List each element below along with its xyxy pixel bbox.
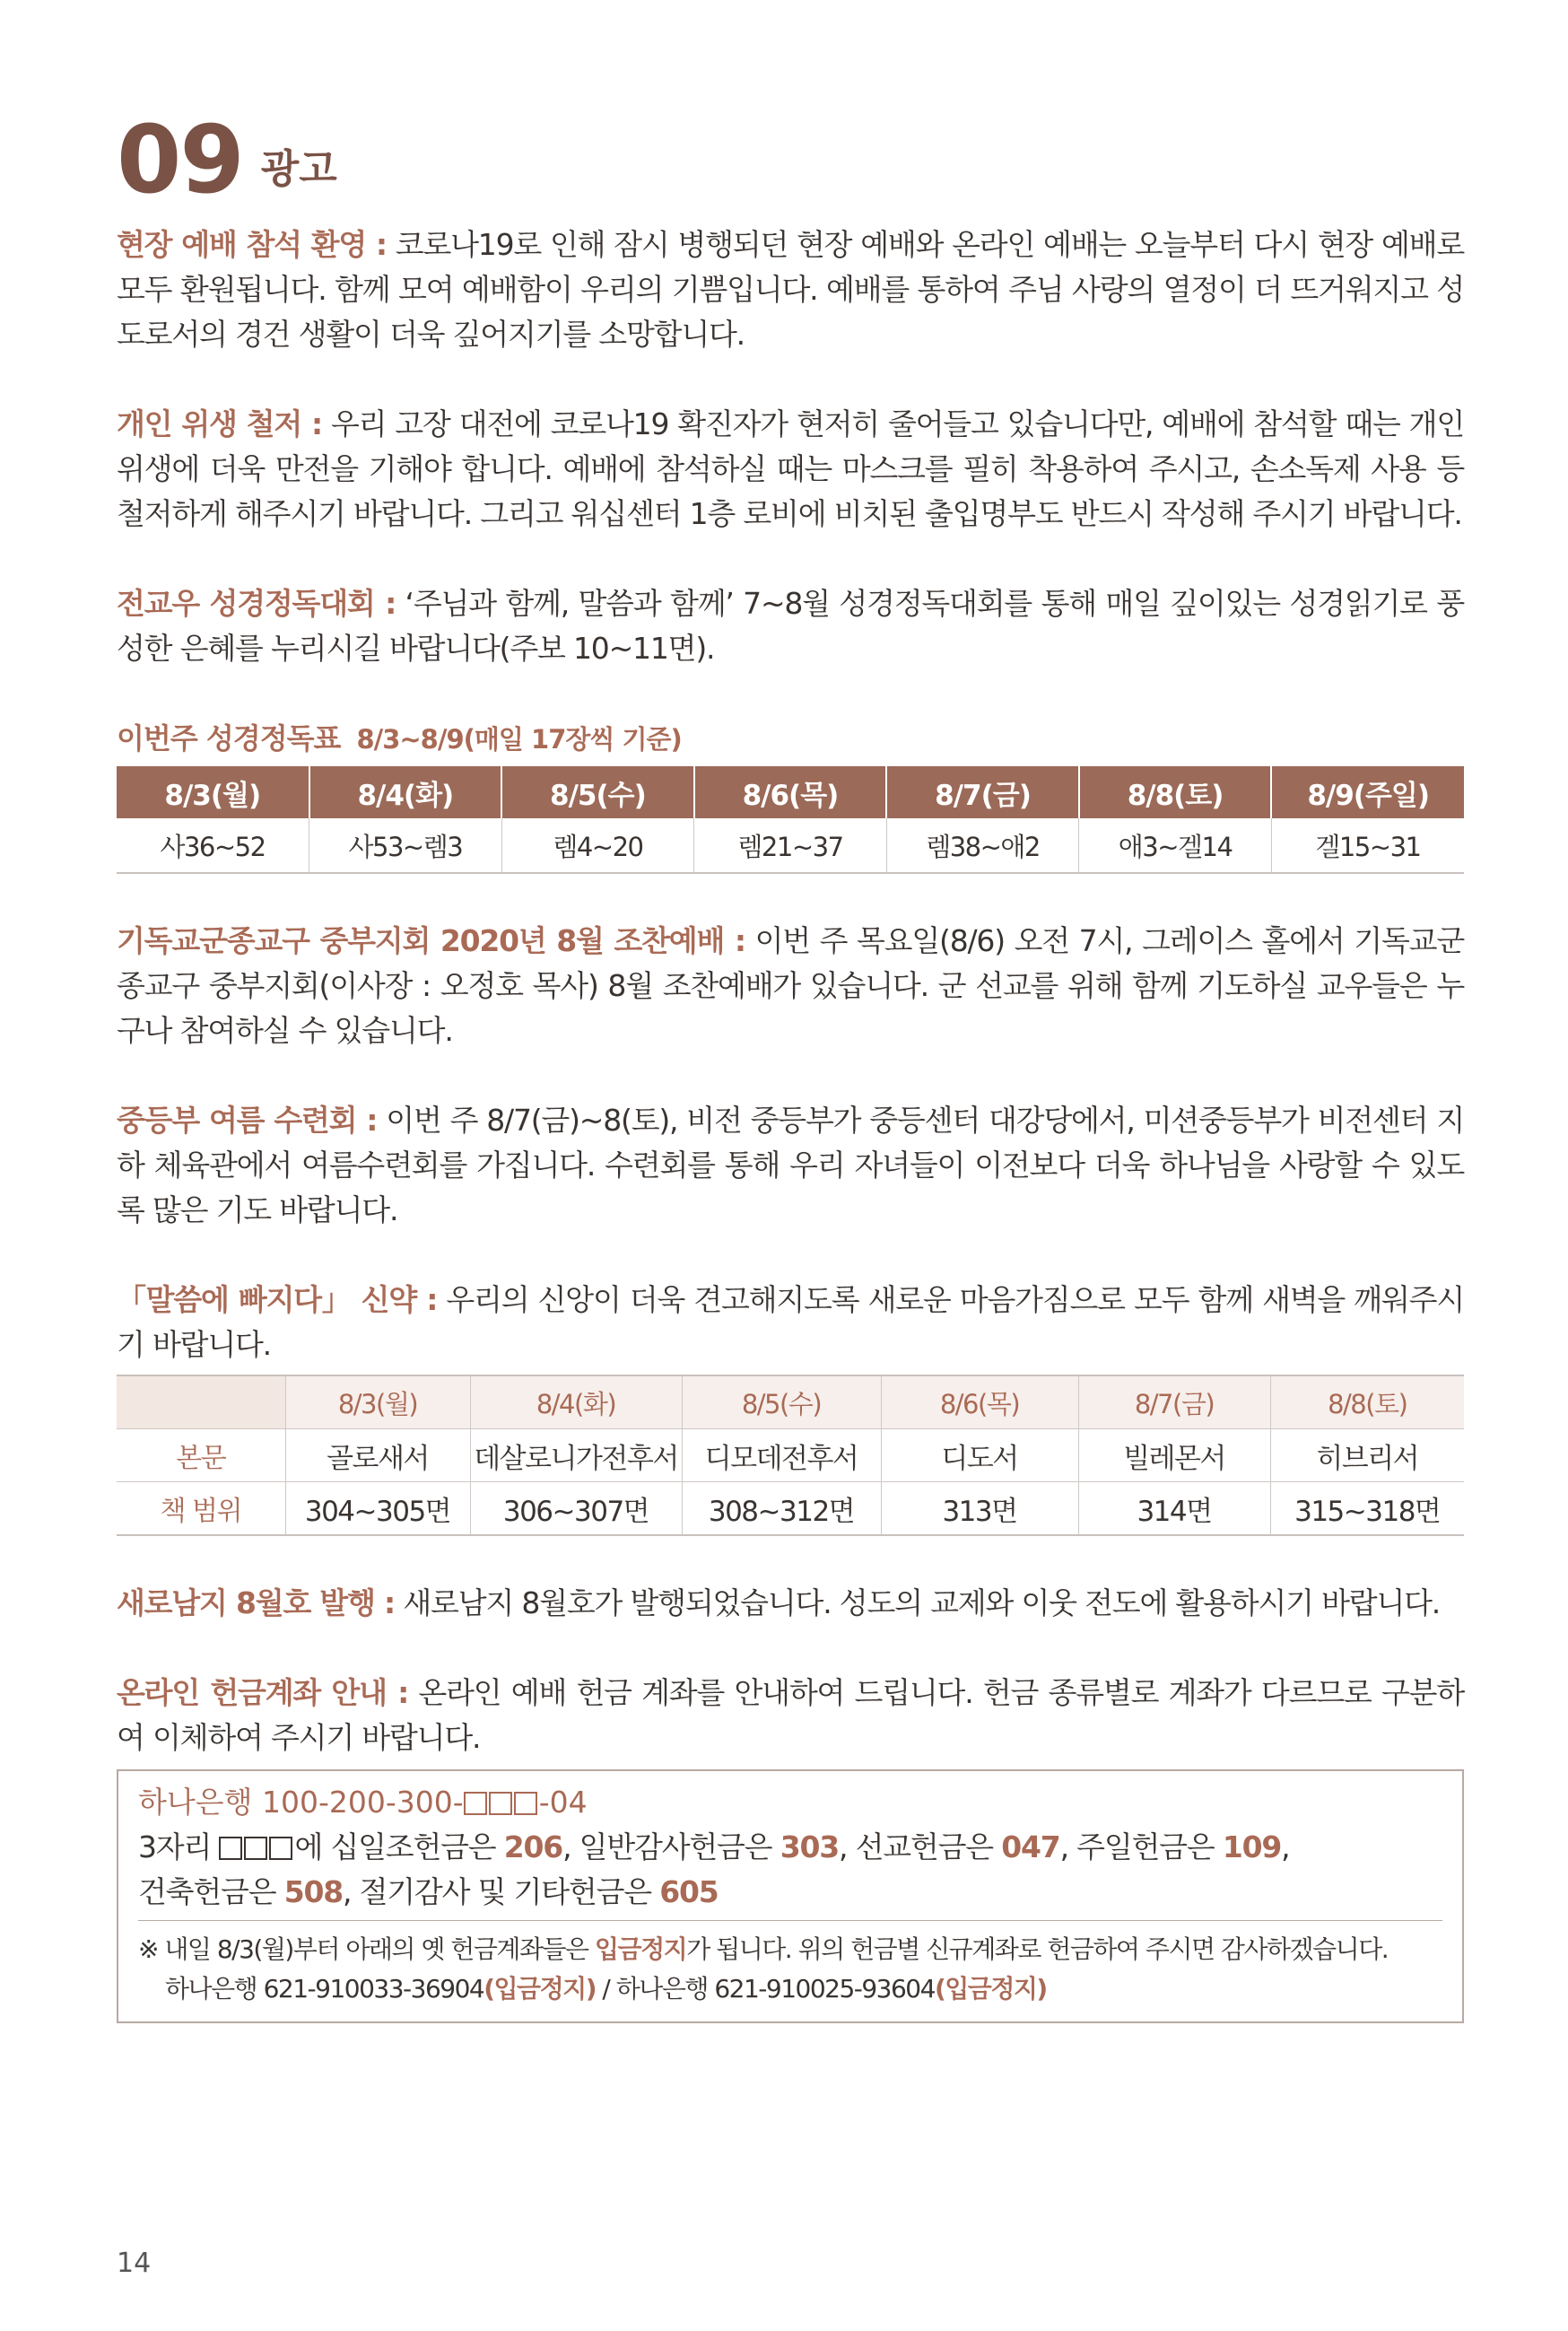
table-cell: 315~318면 bbox=[1270, 1482, 1464, 1536]
table-cell: 디모데전후서 bbox=[682, 1429, 881, 1482]
table-header: 8/3(월) bbox=[117, 766, 309, 818]
offering-codes-line: 3자리 에 십일조헌금은 206, 일반감사헌금은 303, 선교헌금은 047, 주일헌금은 109, bbox=[138, 1829, 1290, 1864]
table-header: 8/7(금) bbox=[1078, 1375, 1270, 1429]
bulletin-page bbox=[117, 105, 1465, 2023]
ad-magazine bbox=[117, 1581, 1464, 1626]
ad-military-breakfast-worship bbox=[117, 919, 1464, 1053]
deposit-stop-label: 입금정지 bbox=[595, 1934, 687, 1964]
row-label: 책 범위 bbox=[117, 1482, 285, 1536]
table-row bbox=[117, 818, 1464, 873]
ad-title: 현장 예배 참석 환영 : bbox=[117, 227, 387, 262]
ad-body: ‘주님과 함께, 말씀과 함께’ 7~8월 성경정독대회를 통해 매일 깊이있는 성경읽기로 풍성한 은혜를 누리시길 바랍니다(주보 10~11면). bbox=[117, 586, 1465, 666]
code-building: 508 bbox=[283, 1874, 343, 1909]
table-cell: 렘38~애2 bbox=[886, 818, 1079, 873]
ad-body: 우리의 신앙이 더욱 견고해지도록 새로운 마음가짐으로 모두 함께 새벽을 깨워주시기 바랍니다. bbox=[117, 1282, 1465, 1362]
table-cell: 히브리서 bbox=[1270, 1429, 1464, 1482]
ad-dawn-word bbox=[117, 1278, 1464, 1367]
table-header: 8/6(목) bbox=[694, 766, 887, 818]
ad-title: 온라인 헌금계좌 안내 : bbox=[117, 1675, 409, 1710]
blank-digit-box bbox=[269, 1837, 292, 1860]
table-header: 8/6(목) bbox=[881, 1375, 1078, 1429]
ad-body: 이번 주 목요일(8/6) 오전 7시, 그레이스 홀에서 기독교군종교구 중부지회(이사장 : 오정호 목사) 8월 조찬예배가 있습니다. 군 선교를 위해 함께 기도하실 교우들은 누구나 참여하실 수 있습니다. bbox=[117, 923, 1464, 1048]
offering-codes-line: 건축헌금은 508, 절기감사 및 기타헌금은 605 bbox=[138, 1874, 719, 1909]
table-header: 8/8(토) bbox=[1270, 1375, 1464, 1429]
table-header: 8/8(토) bbox=[1079, 766, 1272, 818]
ad-title: 기독교군종교구 중부지회 2020년 8월 조찬예배 : bbox=[117, 923, 745, 958]
table-cell: 렘4~20 bbox=[501, 818, 694, 873]
ad-title: 새로남지 8월호 발행 : bbox=[117, 1585, 396, 1620]
ad-title: 「말씀에 빠지다」 신약 : bbox=[117, 1282, 438, 1317]
table-cell: 313면 bbox=[881, 1482, 1078, 1536]
page-number: 14 bbox=[117, 2248, 152, 2279]
ad-bible-reading-contest bbox=[117, 581, 1464, 671]
table-corner bbox=[117, 1375, 285, 1429]
table-header: 8/7(금) bbox=[886, 766, 1079, 818]
table-cell: 사53~렘3 bbox=[309, 818, 502, 873]
code-other: 605 bbox=[659, 1874, 719, 1909]
table-cell: 308~312면 bbox=[682, 1482, 881, 1536]
table-cell: 314면 bbox=[1078, 1482, 1270, 1536]
table-header: 8/5(수) bbox=[501, 766, 694, 818]
table-row bbox=[117, 1429, 1464, 1482]
old-account-2: 하나은행 621-910025-93604 bbox=[615, 1974, 935, 2004]
ad-hygiene bbox=[117, 402, 1464, 537]
ad-body: 이번 주 8/7(금)~8(토), 비전 중등부가 중등센터 대강당에서, 미션중등부가 비전센터 지하 체육관에서 여름수련회를 가집니다. 수련회를 통해 우리 자녀들이 이전보다 더욱 하나님을 사랑할 수 있도록 많은 기도 바랍니다. bbox=[117, 1103, 1464, 1227]
section-title: 광고 bbox=[260, 146, 337, 192]
ad-title: 개인 위생 철저 : bbox=[117, 406, 322, 441]
table-header: 8/9(주일) bbox=[1271, 766, 1464, 818]
reading-table-title: 이번주 성경정독표 8/3~8/9(매일 17장씩 기준) bbox=[117, 721, 682, 755]
row-label: 본문 bbox=[117, 1429, 285, 1482]
table-cell: 사36~52 bbox=[117, 818, 309, 873]
table-cell: 데살로니가전후서 bbox=[470, 1429, 682, 1482]
ad-online-offering bbox=[117, 1671, 1464, 1760]
blank-digit-box bbox=[514, 1792, 537, 1815]
dawn-schedule-table bbox=[117, 1375, 1464, 1536]
blank-digit-box bbox=[489, 1792, 512, 1815]
blank-digit-box bbox=[219, 1837, 242, 1860]
table-cell: 디도서 bbox=[881, 1429, 1078, 1482]
code-sunday: 109 bbox=[1222, 1829, 1282, 1864]
ad-body: 우리 고장 대전에 코로나19 확진자가 현저히 줄어들고 있습니다만, 예배에 참석할 때는 개인 위생에 더욱 만전을 기해야 합니다. 예배에 참석하실 때는 마스크를 필히 착용하여 주시고, 손소독제 사용 등 철저하게 해주시기 바랍니다. 그리고 워십센터 1층 로비에 비치된 출입명부도 반드시 작성해 주시기 바랍니다. bbox=[117, 406, 1465, 531]
table-row bbox=[117, 1482, 1464, 1536]
table-cell: 렘21~37 bbox=[694, 818, 887, 873]
ad-body: 온라인 예배 헌금 계좌를 안내하여 드립니다. 헌금 종류별로 계좌가 다르므로 구분하여 이체하여 주시기 바랍니다. bbox=[117, 1675, 1464, 1755]
code-mission: 047 bbox=[1001, 1829, 1060, 1864]
ad-body: 코로나19로 인해 잠시 병행되던 현장 예배와 온라인 예배는 오늘부터 다시 현장 예배로 모두 환원됩니다. 함께 모여 예배함이 우리의 기쁨입니다. 예배를 통하여 주님 사랑의 열정이 더 뜨거워지고 성도로서의 경건 생활이 더욱 깊어지기를 소망합니다. bbox=[117, 227, 1464, 352]
table-header: 8/3(월) bbox=[285, 1375, 470, 1429]
section-number: 09 bbox=[117, 105, 243, 214]
table-header: 8/4(화) bbox=[470, 1375, 682, 1429]
ad-summer-retreat bbox=[117, 1098, 1464, 1233]
blank-digit-box bbox=[244, 1837, 267, 1860]
reading-table-subtitle: 8/3~8/9(매일 17장씩 기준) bbox=[356, 724, 682, 755]
dawn-table-header-row bbox=[117, 1375, 1464, 1429]
reading-table bbox=[117, 766, 1464, 874]
reading-table-header-row bbox=[117, 766, 1464, 818]
table-cell: 304~305면 bbox=[285, 1482, 470, 1536]
table-cell: 306~307면 bbox=[470, 1482, 682, 1536]
ad-title: 전교우 성경정독대회 : bbox=[117, 586, 396, 621]
code-tithe: 206 bbox=[503, 1829, 563, 1864]
table-cell: 빌레몬서 bbox=[1078, 1429, 1270, 1482]
deposit-stop-label: (입금정지) bbox=[934, 1974, 1047, 2004]
table-cell: 겔15~31 bbox=[1271, 818, 1464, 873]
table-cell: 골로새서 bbox=[285, 1429, 470, 1482]
table-header: 8/5(수) bbox=[682, 1375, 881, 1429]
old-account-1: 하나은행 621-910033-36904 bbox=[165, 1974, 484, 2004]
ad-body: 새로남지 8월호가 발행되었습니다. 성도의 교제와 이웃 전도에 활용하시기 바랍니다. bbox=[395, 1585, 1441, 1620]
code-thanks: 303 bbox=[780, 1829, 839, 1864]
account-number: 하나은행 100-200-300- -04 bbox=[138, 1785, 588, 1820]
old-account-notice: ※ 내일 8/3(월)부터 아래의 옛 헌금계좌들은 입금정지가 됩니다. 위의 헌금별 신규계좌로 헌금하여 주시면 감사하겠습니다. 하나은행 621-910033-36904(입금정지) / 하나은행 621-910025-93604(입금정지) bbox=[138, 1920, 1442, 2009]
ad-worship-return bbox=[117, 223, 1464, 357]
table-header: 8/4(화) bbox=[309, 766, 502, 818]
account-info-box bbox=[117, 1769, 1464, 2023]
section-header bbox=[117, 105, 1464, 214]
deposit-stop-label: (입금정지) bbox=[483, 1974, 596, 2004]
table-cell: 애3~겔14 bbox=[1079, 818, 1272, 873]
blank-digit-box bbox=[464, 1792, 487, 1815]
ad-title: 중등부 여름 수련회 : bbox=[117, 1103, 378, 1138]
